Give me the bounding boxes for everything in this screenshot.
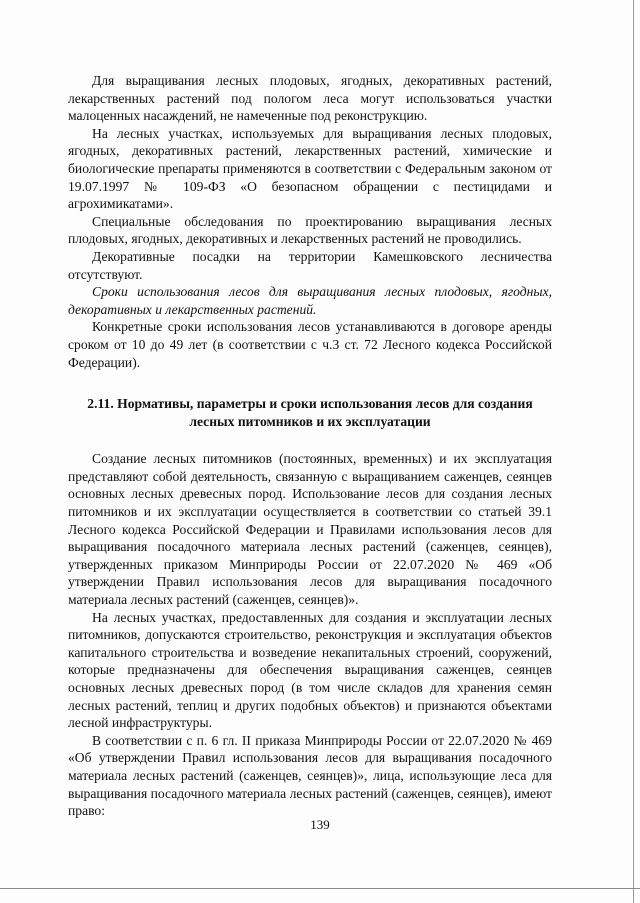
paragraph-order-rights: В соответствии с п. 6 гл. II приказа Минприроды России от 22.07.2020 № 469 «Об утверждении Правил использования лесов для выращивания посадочного материала лесных растений (саженцев, сеянцев)», лица, использующие леса для выращивания посадочного материала лесных растений (саженцев, сеянцев), имеют право: [68,732,552,819]
paragraph-nursery-creation: Создание лесных питомников (постоянных, временных) и их эксплуатация представляют собой деятельность, связанную с выращиванием саженцев, сеянцев основных лесных древесных пород. Использование лесов для создания лесных питомников и их эксплуатации осуществляется в соответствии со статьей 39.1 Лесного кодекса Российской Федерации и Правилами использования лесов для выращивания посадочного материала лесных растений (саженцев, сеянцев), утвержденных приказом Минприроды России от 22.07.2020 № 469 «Об утверждении Правил использования лесов для выращивания посадочного материала лесных растений (саженцев, сеянцев)». [68,451,552,608]
italic-subheading-terms: Сроки использования лесов для выращивания лесных плодовых, ягодных, декоративных и лекарственных растений. [68,284,552,317]
paragraph-special-surveys: Специальные обследования по проектированию выращивания лесных плодовых, ягодных, декоративных и лекарственных растений не проводились. [68,213,552,247]
section-spacer [68,371,552,395]
section-title: 2.11. Нормативы, параметры и сроки использования лесов для создания лесных питомников и их эксплуатации [87,396,533,429]
paragraph-lease-terms: Конкретные сроки использования лесов устанавливаются в договоре аренды сроком от 10 до 49 лет (в соответствии с ч.3 ст. 72 Лесного кодекса Российской Федерации). [68,319,552,370]
paragraph-chemical-preparations: На лесных участках, используемых для выращивания лесных плодовых, ягодных, декоративных растений, лекарственных растений, химические и биологические препараты применяются в соответствии с Федеральным законом от 19.07.1997 № 109-ФЗ «О безопасном обращении с пестицидами и агрохимикатами». [68,125,552,212]
paragraph-decorative-plantings: Декоративные посадки на территории Камешковского лесничества отсутствуют. [68,248,552,282]
paragraph-understory-use: Для выращивания лесных плодовых, ягодных, декоративных растений, лекарственных растений под пологом леса могут использоваться участки малоценных насаждений, не намеченные под реконструкцию. [68,73,552,124]
page-number: 139 [310,817,330,832]
paragraph-nursery-construction: На лесных участках, предоставленных для создания и эксплуатации лесных питомников, допускаются строительство, реконструкция и эксплуатация объектов капитального строительства и возведение некапитальных строений, сооружений, которые предназначены для обеспечения выращивания саженцев, сеянцев основных лесных древесных пород (в том числе складов для хранения семян лесных растений, теплиц и других подобных объектов) и признаются объектами лесной инфраструктуры. [68,609,552,731]
scan-edge-right [633,0,634,903]
document-body [68,72,552,820]
scan-edge-bottom [0,888,640,889]
section-spacer-after [68,430,552,450]
